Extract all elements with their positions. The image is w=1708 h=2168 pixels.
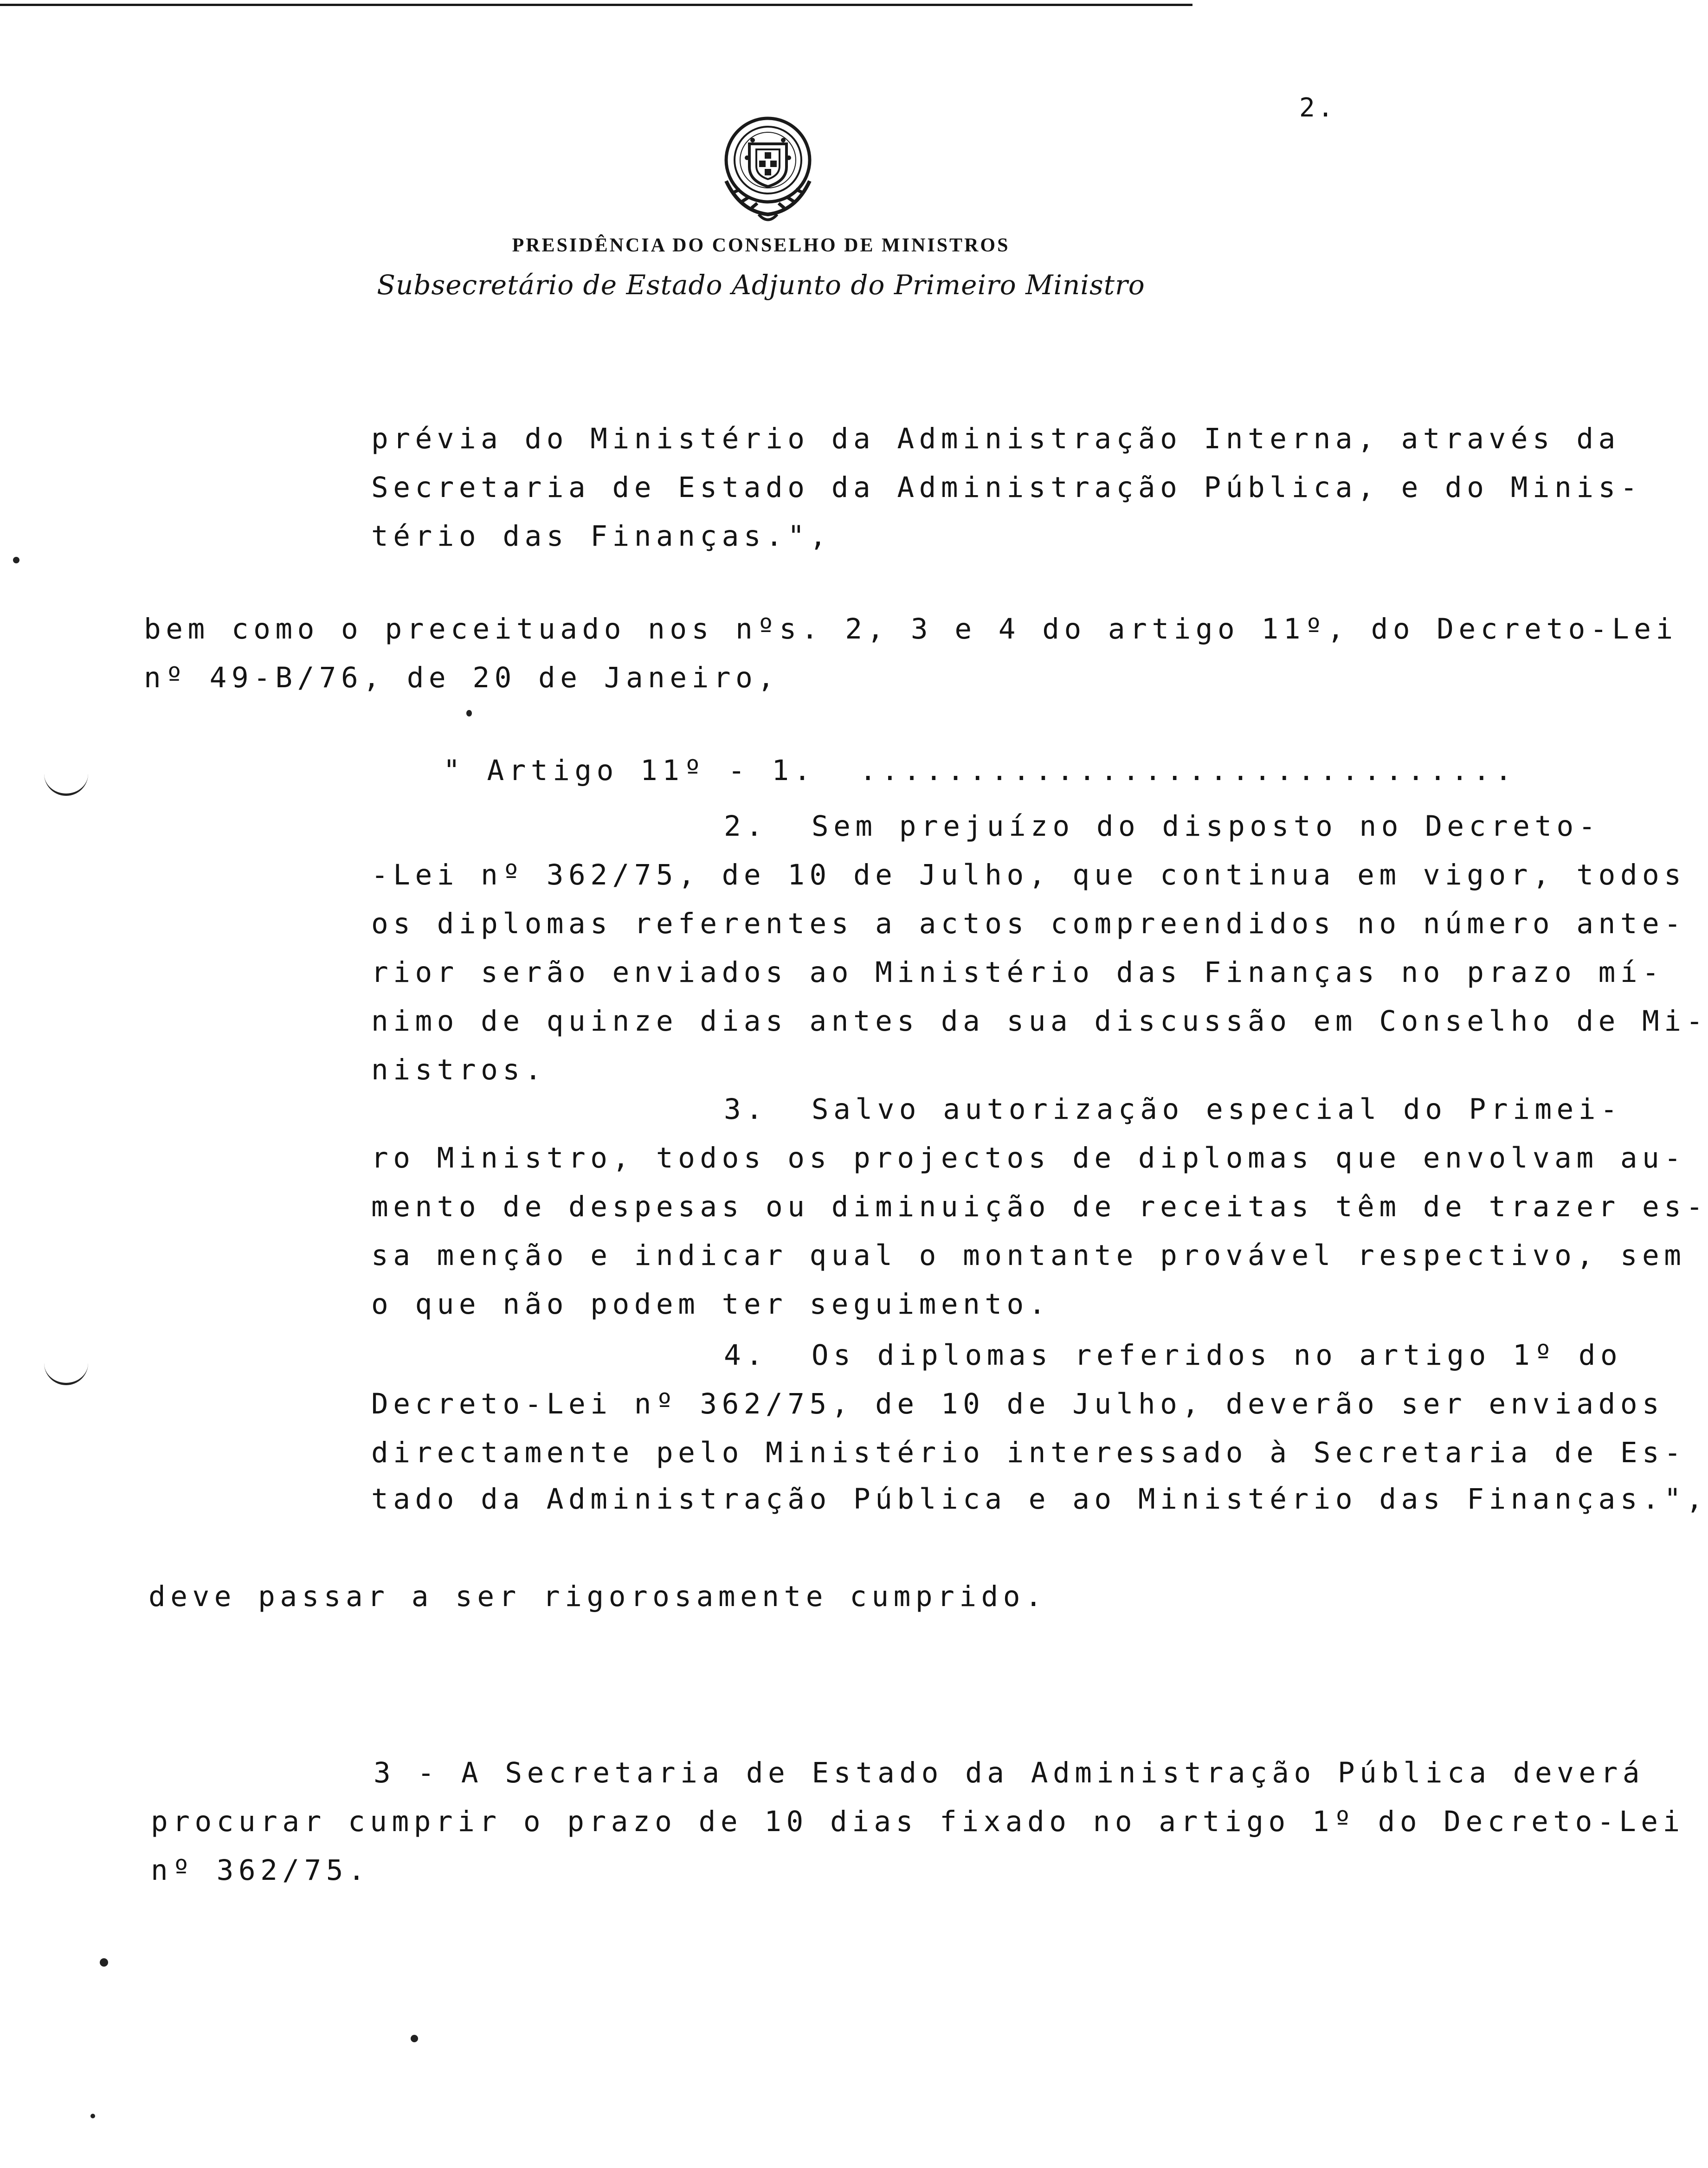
- office-name: PRESIDÊNCIA DO CONSELHO DE MINISTROS: [512, 235, 1010, 256]
- text-line: Decreto-Lei nº 362/75, de 10 de Julho, deverão ser enviados: [371, 1387, 1664, 1420]
- text-line: nimo de quinze dias antes da sua discussão em Conselho de Mi-: [371, 1005, 1708, 1038]
- scan-speck: [13, 557, 19, 563]
- text-line: bem como o preceituado nos nºs. 2, 3 e 4 do artigo 11º, do Decreto-Lei: [144, 613, 1678, 645]
- text-line: nistros.: [371, 1053, 547, 1086]
- text-line: 4. Os diplomas referidos no artigo 1º do: [724, 1339, 1623, 1372]
- text-line: o que não podem ter seguimento.: [371, 1288, 1051, 1321]
- page-number: 2.: [1299, 93, 1336, 123]
- text-line: ro Ministro, todos os projectos de diplomas que envolvam au-: [371, 1142, 1686, 1174]
- punch-hole-mark: [44, 1360, 88, 1385]
- top-rule: [0, 4, 1192, 6]
- text-line: mento de despesas ou diminuição de receitas têm de trazer es-: [371, 1190, 1708, 1223]
- punch-hole-mark: [44, 770, 88, 796]
- text-line: nº 362/75.: [151, 1854, 370, 1887]
- text-line: os diplomas referentes a actos compreendidos no número ante-: [371, 907, 1686, 940]
- text-line: sa menção e indicar qual o montante provável respectivo, sem: [371, 1239, 1686, 1272]
- text-line: procurar cumprir o prazo de 10 dias fixado no artigo 1º do Decreto-Lei: [151, 1805, 1685, 1838]
- scan-speck: [411, 2035, 418, 2042]
- text-line: deve passar a ser rigorosamente cumprido.: [148, 1580, 1047, 1613]
- scan-speck: [466, 710, 472, 716]
- coat-of-arms-icon: [715, 111, 821, 227]
- text-line: directamente pelo Ministério interessado à Secretaria de Es-: [371, 1436, 1686, 1469]
- scan-speck: [100, 1958, 108, 1967]
- scan-speck: [90, 2114, 95, 2118]
- text-line: 2. Sem prejuízo do disposto no Decreto-: [724, 810, 1601, 843]
- text-line: 3. Salvo autorização especial do Primei-: [724, 1093, 1623, 1126]
- text-line: rior serão enviados ao Ministério das Finanças no prazo mí-: [371, 956, 1664, 989]
- text-line: prévia do Ministério da Administração Interna, através da: [371, 422, 1620, 455]
- text-line: tado da Administração Pública e ao Ministério das Finanças.",: [371, 1483, 1708, 1516]
- office-subtitle: Subsecretário de Estado Adjunto do Primeiro Ministro: [377, 269, 1145, 301]
- text-line: nº 49-B/76, de 20 de Janeiro,: [144, 661, 780, 694]
- text-line: 3 - A Secretaria de Estado da Administração Pública deverá: [374, 1756, 1645, 1789]
- text-line: -Lei nº 362/75, de 10 de Julho, que continua em vigor, todos: [371, 858, 1686, 891]
- text-line: tério das Finanças.",: [371, 520, 831, 553]
- text-line: " Artigo 11º - 1. ..............................: [443, 754, 1517, 787]
- text-line: Secretaria de Estado da Administração Pública, e do Minis-: [371, 471, 1643, 504]
